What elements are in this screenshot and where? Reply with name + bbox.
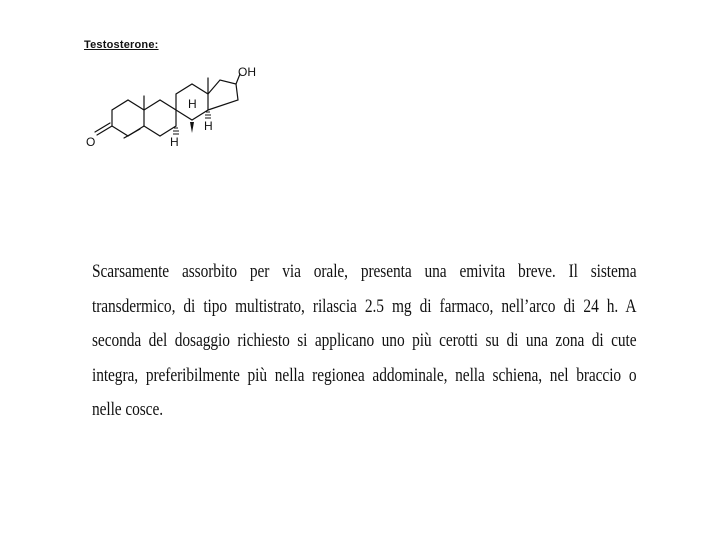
ring-a: [112, 100, 144, 136]
molecule-title: Testosterone:: [84, 39, 159, 51]
atom-oh-label: OH: [238, 65, 256, 79]
atom-h-right-label: H: [204, 119, 213, 133]
ring-b: [144, 100, 176, 136]
ring-d: [208, 80, 238, 110]
steroid-skeleton: [80, 62, 280, 162]
double-bond-c4-c5: [124, 129, 140, 138]
description-paragraph: [92, 255, 637, 428]
paragraph-line: integra, preferibilmente più nella regionea addominale, nella schiena, nel braccio o: [92, 364, 637, 386]
wedge-h: [190, 122, 194, 133]
carbonyl-bond-2: [95, 123, 110, 132]
carbonyl-bond: [97, 126, 112, 135]
atom-h-upper-label: H: [188, 97, 197, 111]
atom-o-label: O: [86, 135, 96, 149]
paragraph-line: Scarsamente assorbito per via orale, presenta una emivita breve. Il sistema: [92, 261, 637, 282]
paragraph-line: seconda del dosaggio richiesto si applicano uno più cerotti su di una zona di cute: [92, 330, 637, 351]
paragraph-line: transdermico, di tipo multistrato, rilascia 2.5 mg di farmaco, nell’arco di 24 h. A: [92, 295, 637, 317]
testosterone-structure-diagram: [80, 62, 280, 162]
atom-h-left-label: H: [170, 135, 179, 149]
paragraph-line: nelle cosce.: [92, 399, 163, 420]
